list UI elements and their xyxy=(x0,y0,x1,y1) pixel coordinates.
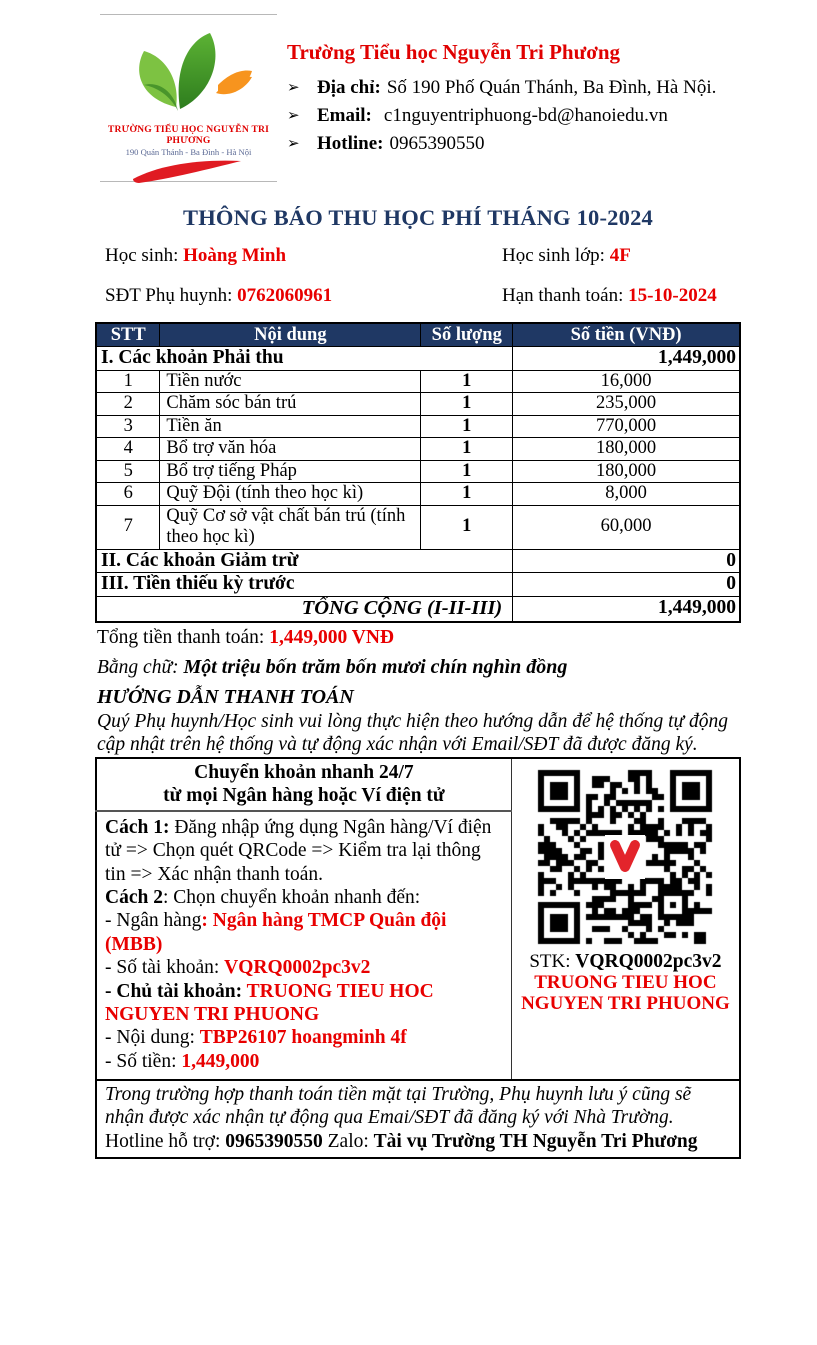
amount-line xyxy=(105,1050,503,1073)
fee-table-header-row xyxy=(96,323,740,347)
method2-text: : Chọn chuyển khoản nhanh đến: xyxy=(162,886,421,908)
fee-qty: 1 xyxy=(421,415,513,437)
stk-value: VQRQ0002pc3v2 xyxy=(575,951,722,972)
fee-name: Tiền ăn xyxy=(160,415,421,437)
student-class-label: Học sinh lớp: xyxy=(502,245,605,266)
fee-name: Chăm sóc bán trú xyxy=(160,393,421,415)
method1-text: Đăng nhập ứng dụng Ngân hàng/Ví điện tử => Chọn quét QRCode => Kiểm tra lại thông tin => Xác nhận thanh toán. xyxy=(105,816,492,885)
fee-amount: 8,000 xyxy=(513,483,740,505)
fee-row xyxy=(96,393,740,415)
due-date-label: Hạn thanh toán: xyxy=(502,285,624,306)
fee-table xyxy=(95,322,741,623)
total-row xyxy=(96,596,740,621)
logo-school-name: TRƯỜNG TIỂU HỌC NGUYỄN TRI PHƯƠNG xyxy=(107,124,270,146)
hotline-value: 0965390550 xyxy=(389,133,485,154)
address-line xyxy=(287,74,757,102)
fee-stt: 5 xyxy=(96,460,160,482)
summary-block xyxy=(97,627,745,756)
fee-name: Quỹ Đội (tính theo học kì) xyxy=(160,483,421,505)
fee-row xyxy=(96,460,740,482)
method2-line xyxy=(105,886,503,909)
amount-value: 1,449,000 xyxy=(181,1050,260,1072)
red-swoosh-icon xyxy=(129,159,249,185)
method1-line xyxy=(105,816,503,886)
arrow-bullet-icon: ➢ xyxy=(287,136,300,152)
qr-code xyxy=(535,767,715,947)
bank-value: : Ngân hàng TMCP Quân đội (MBB) xyxy=(105,910,447,955)
col-header-stt: STT xyxy=(96,323,160,347)
fee-qty: 1 xyxy=(421,370,513,392)
method2-label: Cách 2 xyxy=(105,886,163,908)
section-label: III. Tiền thiếu kỳ trước xyxy=(96,573,513,597)
holder-value: TRUONG TIEU HOC NGUYEN TRI PHUONG xyxy=(105,980,434,1025)
payment-guide-title: HƯỚNG DẪN THANH TOÁN xyxy=(97,686,354,708)
section-row-giam-tru xyxy=(96,549,740,573)
col-header-amount: Số tiền (VNĐ) xyxy=(513,323,740,347)
content-value: TBP26107 hoangminh 4f xyxy=(199,1027,407,1049)
section-label: I. Các khoản Phải thu xyxy=(96,347,513,371)
address-value: Số 190 Phố Quán Thánh, Ba Đình, Hà Nội. xyxy=(386,77,717,98)
fee-amount: 235,000 xyxy=(513,393,740,415)
student-name-value: Hoàng Minh xyxy=(183,245,287,266)
fee-row xyxy=(96,415,740,437)
student-info xyxy=(105,243,741,307)
support-hotline-label: Hotline hỗ trợ: xyxy=(105,1130,226,1152)
support-hotline-value: 0965390550 xyxy=(225,1130,323,1152)
due-date-value: 15-10-2024 xyxy=(628,285,717,306)
fee-row xyxy=(96,505,740,549)
fee-qty: 1 xyxy=(421,505,513,549)
section-row-thieu-ky-truoc xyxy=(96,573,740,597)
cash-note-text: Trong trường hợp thanh toán tiền mặt tại Trường, Phụ huynh lưu ý cũng sẽ nhận được xác nhận tự động qua Emai/SĐT đã đăng ký với Nhà Trường. xyxy=(105,1084,692,1128)
arrow-bullet-icon: ➢ xyxy=(287,80,300,96)
student-class-value: 4F xyxy=(609,245,631,266)
holder-line xyxy=(105,980,503,1027)
total-label: TỔNG CỘNG (I-II-III) xyxy=(96,596,513,621)
stk-label: STK: xyxy=(529,951,576,972)
amount-in-words-value: Một triệu bốn trăm bốn mươi chín nghìn đồng xyxy=(183,656,568,678)
email-value: c1nguyentriphuong-bd@hanoiedu.vn xyxy=(383,105,668,126)
school-name: Trường Tiểu học Nguyễn Tri Phương xyxy=(287,40,620,64)
amount-label: - Số tiền: xyxy=(105,1050,182,1072)
support-hotline-line xyxy=(105,1131,731,1153)
qr-holder-line2: NGUYEN TRI PHUONG xyxy=(521,992,730,1014)
fee-row xyxy=(96,370,740,392)
parent-phone-line xyxy=(105,283,502,307)
leaves-logo-icon xyxy=(114,29,264,121)
fee-stt: 2 xyxy=(96,393,160,415)
parent-phone-label: SĐT Phụ huynh: xyxy=(105,285,233,306)
amount-in-words-label: Bằng chữ: xyxy=(97,657,179,678)
student-class-line xyxy=(502,243,741,267)
transfer-title-line1: Chuyển khoản nhanh 24/7 xyxy=(194,762,414,783)
fee-stt: 6 xyxy=(96,483,160,505)
transfer-instructions-cell xyxy=(96,811,511,1080)
section-amount: 1,449,000 xyxy=(513,347,740,371)
account-line xyxy=(105,956,503,979)
parent-phone-value: 0762060961 xyxy=(237,285,333,306)
fee-amount: 180,000 xyxy=(513,460,740,482)
fee-amount: 60,000 xyxy=(513,505,740,549)
qr-cell xyxy=(511,758,740,1080)
account-label: - Số tài khoản: xyxy=(105,957,225,979)
col-header-qty: Số lượng xyxy=(421,323,513,347)
fee-qty: 1 xyxy=(421,438,513,460)
fee-qty: 1 xyxy=(421,393,513,415)
method1-label: Cách 1: xyxy=(105,816,170,838)
content-label: - Nội dung: xyxy=(105,1027,200,1049)
holder-label: - Chủ tài khoản: xyxy=(105,980,247,1002)
student-name-line xyxy=(105,243,502,267)
fee-amount: 770,000 xyxy=(513,415,740,437)
qr-center-v-icon xyxy=(605,835,645,879)
fee-stt: 7 xyxy=(96,505,160,549)
total-payment-line xyxy=(97,627,745,649)
fee-stt: 3 xyxy=(96,415,160,437)
total-payment-label: Tổng tiền thanh toán: xyxy=(97,627,265,648)
cash-note-cell xyxy=(96,1080,740,1158)
bank-label: - Ngân hàng xyxy=(105,910,202,932)
fee-qty: 1 xyxy=(421,483,513,505)
zalo-value: Tài vụ Trường TH Nguyễn Tri Phương xyxy=(373,1130,698,1152)
email-label: Email: xyxy=(317,105,372,126)
zalo-label: Zalo: xyxy=(322,1130,374,1152)
fee-name: Bổ trợ tiếng Pháp xyxy=(160,460,421,482)
arrow-bullet-icon: ➢ xyxy=(287,108,300,124)
email-line xyxy=(287,102,757,130)
total-amount: 1,449,000 xyxy=(513,596,740,621)
total-payment-value: 1,449,000 VNĐ xyxy=(269,627,394,648)
header-contact-block xyxy=(287,40,757,158)
payment-box xyxy=(95,757,741,1159)
fee-name: Quỹ Cơ sở vật chất bán trú (tính theo học kì) xyxy=(160,505,421,549)
fee-stt: 1 xyxy=(96,370,160,392)
fee-qty: 1 xyxy=(421,460,513,482)
section-amount: 0 xyxy=(513,573,740,597)
fee-row xyxy=(96,438,740,460)
logo-address: 190 Quán Thánh - Ba Đình - Hà Nội xyxy=(125,147,252,157)
fee-name: Tiền nước xyxy=(160,370,421,392)
page-title: THÔNG BÁO THU HỌC PHÍ THÁNG 10-2024 xyxy=(183,205,653,230)
due-date-line xyxy=(502,283,741,307)
hotline-line xyxy=(287,130,757,158)
bank-line xyxy=(105,909,503,956)
section-row-phai-thu xyxy=(96,347,740,371)
fee-amount: 16,000 xyxy=(513,370,740,392)
fee-name: Bổ trợ văn hóa xyxy=(160,438,421,460)
fee-stt: 4 xyxy=(96,438,160,460)
amount-in-words-line xyxy=(97,656,745,679)
col-header-content: Nội dung xyxy=(160,323,421,347)
content-line xyxy=(105,1026,503,1049)
hotline-label: Hotline: xyxy=(317,133,384,154)
stk-line xyxy=(512,951,739,973)
payment-guide-text: Quý Phụ huynh/Học sinh vui lòng thực hiện theo hướng dẫn để hệ thống tự động cập nhật trên hệ thống và tự động xác nhận với Email/SĐT đã được đăng ký. xyxy=(97,711,729,755)
address-label: Địa chỉ: xyxy=(317,77,381,98)
transfer-title-cell xyxy=(96,758,511,811)
section-amount: 0 xyxy=(513,549,740,573)
account-value: VQRQ0002pc3v2 xyxy=(224,957,371,979)
transfer-title-line2: từ mọi Ngân hàng hoặc Ví điện tử xyxy=(163,785,445,807)
qr-holder-line1: TRUONG TIEU HOC xyxy=(534,972,717,993)
school-logo xyxy=(100,14,277,182)
section-label: II. Các khoản Giảm trừ xyxy=(96,549,513,573)
student-name-label: Học sinh: xyxy=(105,245,179,266)
fee-row xyxy=(96,483,740,505)
fee-amount: 180,000 xyxy=(513,438,740,460)
